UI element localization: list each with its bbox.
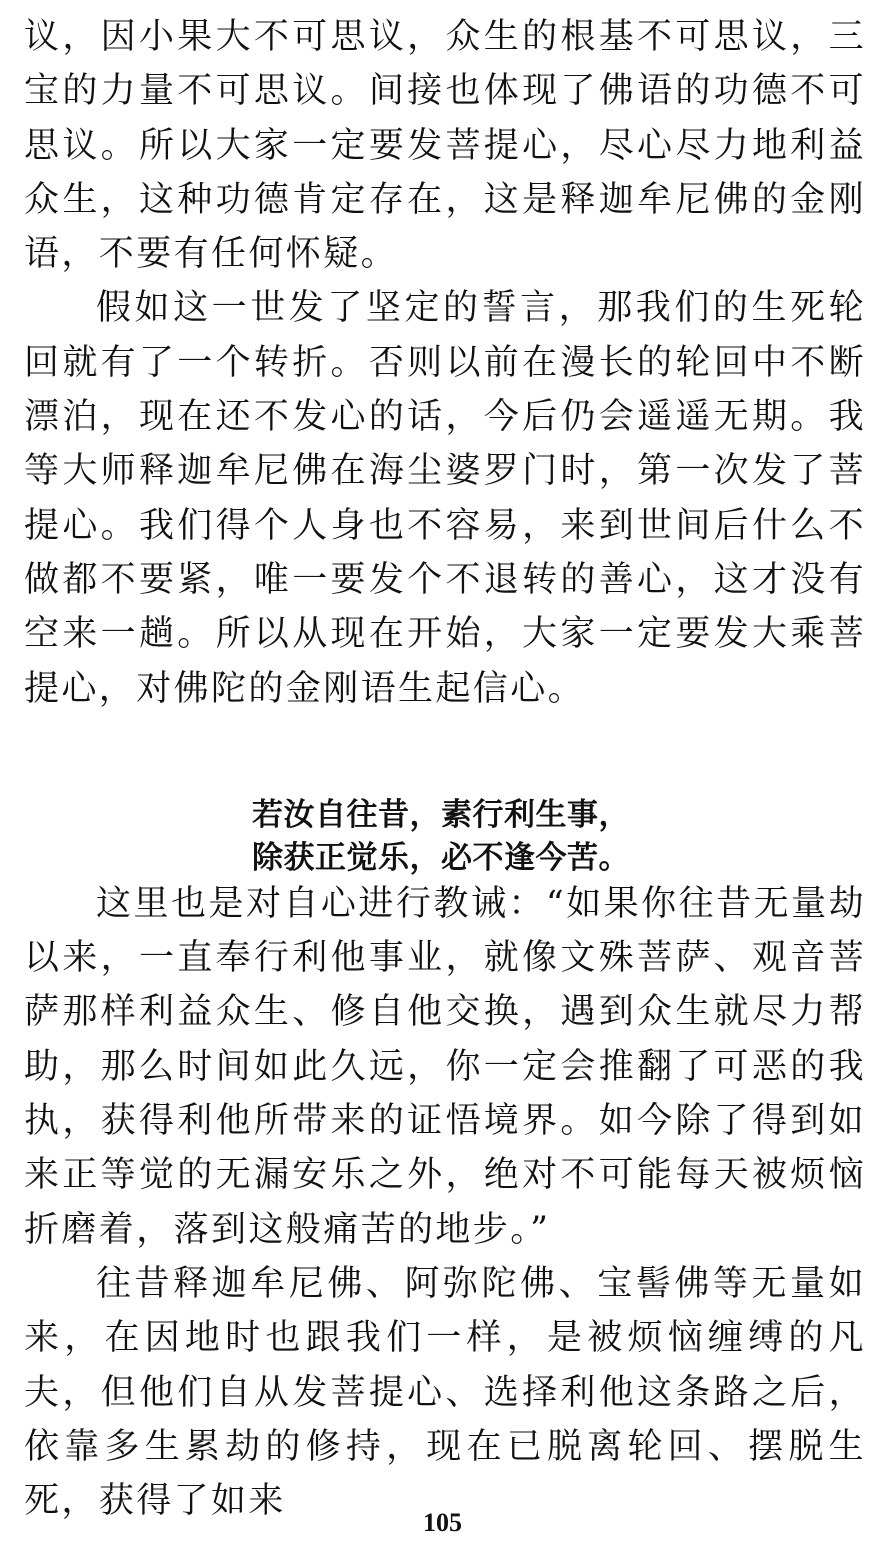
page-number: 105 bbox=[423, 1508, 462, 1537]
verse-line-2: 除获正觉乐，必不逢今苦。 bbox=[252, 839, 630, 876]
paragraph-4: 往昔释迦牟尼佛、阿弥陀佛、宝髻佛等无量如来，在因地时也跟我们一样，是被烦恼缠缚的凡夫，但他们自从发菩提心、选择利他这条路之后，依靠多生累劫的修持，现在已脱离轮回、摆脱生死，获得了如来 bbox=[24, 1263, 866, 1522]
paragraph-3: 这里也是对自心进行教诫：“如果你往昔无量劫以来，一直奉行利他事业，就像文殊菩萨、观音菩萨那样利益众生、修自他交换，遇到众生就尽力帮助，那么时间如此久远，你一定会推翻了可恶的我执，获得利他所带来的证悟境界。如今除了得到如来正等觉的无漏安乐之外，绝对不可能每天被烦恼折磨着，落到这般痛苦的地步。” bbox=[24, 883, 866, 1250]
verse-line-1: 若汝自往昔，素行利生事， bbox=[252, 796, 630, 833]
page-body bbox=[24, 10, 866, 1528]
verse-block bbox=[252, 794, 866, 880]
paragraph-2: 假如这一世发了坚定的誓言，那我们的生死轮回就有了一个转折。否则以前在漫长的轮回中不断漂泊，现在还不发心的话，今后仍会遥遥无期。我等大师释迦牟尼佛在海尘婆罗门时，第一次发了菩提心。我们得个人身也不容易，来到世间后什么不做都不要紧，唯一要发个不退转的善心，这才没有空来一趟。所以从现在开始，大家一定要发大乘菩提心，对佛陀的金刚语生起信心。 bbox=[24, 288, 866, 709]
paragraph-1: 议，因小果大不可思议，众生的根基不可思议，三宝的力量不可思议。间接也体现了佛语的功德不可思议。所以大家一定要发菩提心，尽心尽力地利益众生，这种功德肯定存在，这是释迦牟尼佛的金刚语，不要有任何怀疑。 bbox=[24, 17, 866, 275]
